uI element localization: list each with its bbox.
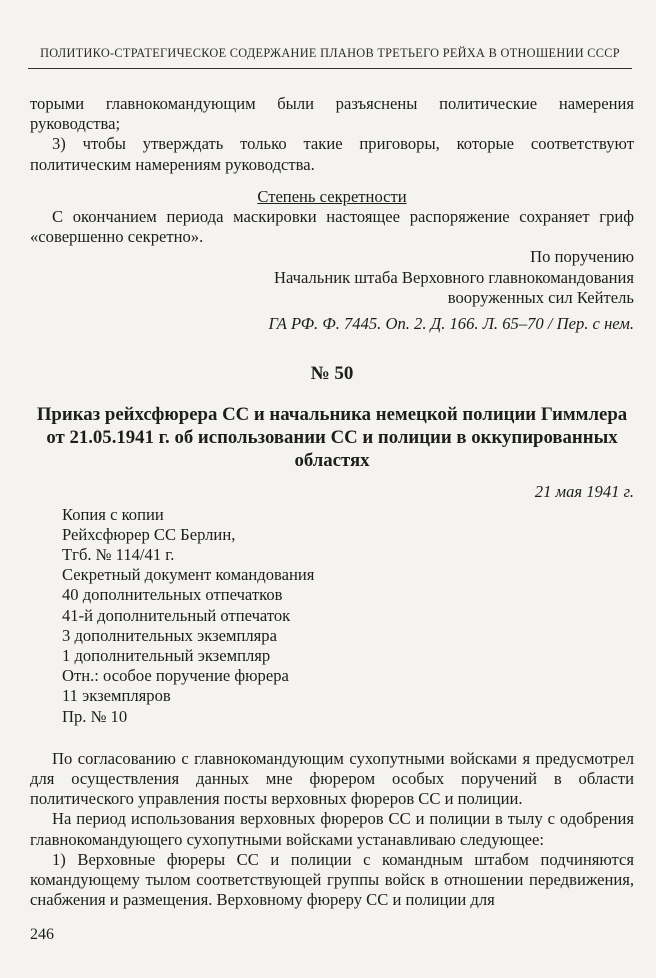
requisite-line: Пр. № 10 xyxy=(62,706,128,726)
requisite-line: 40 дополнительных отпечатков xyxy=(62,585,283,605)
requisite-line: Тгб. № 114/41 г. xyxy=(62,545,175,565)
header-rule xyxy=(28,68,632,69)
signature-line: вооруженных сил Кейтель xyxy=(447,287,634,307)
requisite-line: 41-й дополнительный отпечаток xyxy=(62,605,291,625)
requisite-line: 1 дополнительный экземпляр xyxy=(62,646,271,666)
archive-reference: ГА РФ. Ф. 7445. Оп. 2. Д. 166. Л. 65–70 / Пер. с нем. xyxy=(268,314,634,334)
document-requisites xyxy=(62,505,634,727)
document-date: 21 мая 1941 г. xyxy=(534,482,634,502)
requisite-line: Копия с копии xyxy=(62,504,164,524)
requisite-line: 3 дополнительных экземпляра xyxy=(62,625,277,645)
secrecy-text: С окончанием периода маскировки настоящее распоряжение сохраняет гриф «совершенно секретно». xyxy=(30,207,634,247)
signature-line: По поручению xyxy=(530,247,634,267)
page-number: 246 xyxy=(30,926,54,943)
requisite-line: Отн.: особое поручение фюрера xyxy=(62,666,289,686)
prev-doc-paragraph: 3) чтобы утверждать только такие приговоры, которые соответствуют политическим намерениям руководства. xyxy=(30,134,634,174)
requisite-line: Рейхсфюрер СС Берлин, xyxy=(62,524,236,544)
document-title: Приказ рейхсфюрера СС и начальника немецкой полиции Гиммлера от 21.05.1941 г. об использовании СС и полиции в оккупированных областях xyxy=(36,404,628,472)
secrecy-heading: Степень секретности xyxy=(257,186,407,206)
body-paragraph: По согласованию с главнокомандующим сухопутными войсками я предусмотрел для осуществления данных мне фюрером особых поручений в области политического управления посты верховных фюреров СС и полиции. xyxy=(30,748,634,809)
requisite-line: 11 экземпляров xyxy=(62,686,171,706)
body-paragraph: На период использования верховных фюреров СС и полиции в тылу с одобрения главнокомандующего сухопутными войсками устанавливаю следующее: xyxy=(30,809,634,849)
document-number: № 50 xyxy=(310,363,354,385)
body-paragraph: 1) Верховные фюреры СС и полиции с командным штабом подчиняются командующему тылом соответствующей группы войск в отношении передвижения, снабжения и размещения. Верховному фюреру СС и полиции для xyxy=(30,849,634,910)
running-header: ПОЛИТИКО-СТРАТЕГИЧЕСКОЕ СОДЕРЖАНИЕ ПЛАНОВ ТРЕТЬЕГО РЕЙХА В ОТНОШЕНИИ СССР xyxy=(40,46,620,60)
signature-line: Начальник штаба Верховного главнокомандования xyxy=(273,267,634,287)
prev-doc-paragraph: торыми главнокомандующим были разъяснены политические намерения руководства; xyxy=(30,94,634,134)
page-body xyxy=(30,94,634,911)
requisite-line: Секретный документ командования xyxy=(62,565,315,585)
